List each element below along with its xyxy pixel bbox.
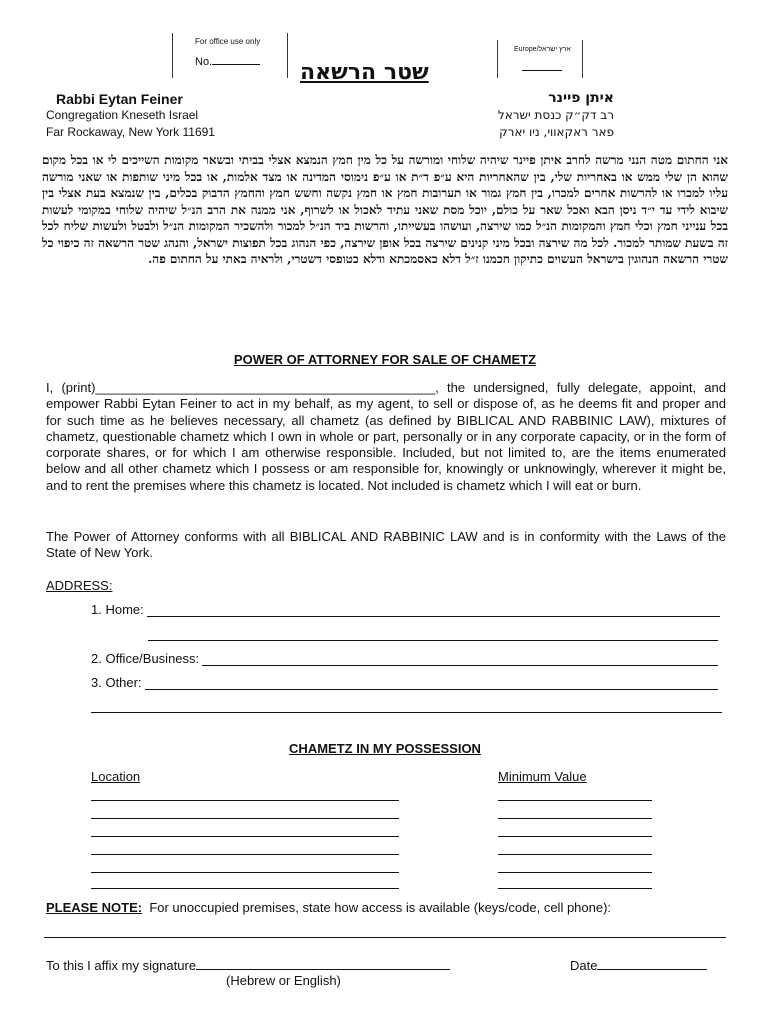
date-row [570, 957, 707, 973]
rabbi-name: Rabbi Eytan Feiner [56, 91, 183, 107]
other-address-field-line2[interactable] [91, 712, 722, 713]
signature-label: To this I affix my signature [46, 958, 197, 973]
home-address-field-line2[interactable] [148, 640, 718, 641]
location-field[interactable] [91, 854, 399, 855]
signature-divider [44, 937, 726, 938]
other-address-row [91, 675, 718, 690]
min-value-field[interactable] [498, 836, 652, 837]
region-field[interactable] [522, 70, 562, 71]
home-address-label: 1. Home: [91, 602, 144, 617]
office-address-field[interactable] [202, 653, 718, 666]
please-note-label: PLEASE NOTE: [46, 900, 143, 915]
location-header: Location [91, 769, 141, 784]
location-field[interactable] [91, 836, 399, 837]
min-value-header: Minimum Value [498, 769, 587, 784]
rabbi-location: Far Rockaway, New York 11691 [46, 125, 215, 139]
min-value-field[interactable] [498, 872, 652, 873]
location-field[interactable] [91, 888, 399, 889]
other-address-label: 3. Other: [91, 675, 142, 690]
home-address-row [91, 602, 720, 617]
office-number-field[interactable] [195, 54, 260, 68]
date-label: Date [570, 958, 598, 973]
poa-conformity-paragraph: The Power of Attorney conforms with all BIBLICAL AND RABBINIC LAW and is in conformity with the Laws of the State of New York. [46, 529, 726, 561]
office-use-box [172, 33, 288, 78]
poa-title: POWER OF ATTORNEY FOR SALE OF CHAMETZ [233, 352, 537, 367]
office-address-row [91, 651, 718, 666]
location-field[interactable] [91, 800, 399, 801]
rabbi-congregation-hebrew: רב דק״ק כנסת ישראל [497, 108, 614, 122]
address-label: ADDRESS: [46, 578, 113, 593]
please-note [46, 900, 611, 915]
signature-field[interactable] [196, 957, 450, 970]
location-field[interactable] [91, 818, 399, 819]
office-use-label: For office use only [195, 37, 261, 46]
region-box [497, 40, 583, 78]
rabbi-congregation: Congregation Kneseth Israel [46, 108, 199, 122]
please-note-text: For unoccupied premises, state how access is available (keys/code, cell phone): [149, 900, 612, 915]
date-field[interactable] [597, 957, 707, 970]
signature-sublabel: (Hebrew or English) [226, 973, 341, 988]
hebrew-authorization-paragraph: אני החתום מטה הנני מרשה לחרב איתן פיינר שיהיה שלוחי ומורשה על כל מין חמץ הנמצא אצלי בביתי ובשאר מקומות השייכים לי או בכל מקום שהוא הן שלי ממש או באחריות שלי, בין שהאחריות היא ע״פ ד״ת או ע״פ נימוסי המדינה או מצד אלמות, או בכל מיני שותפות או שאני מורשה עליו למכרו או להרשות אחרים למכרו, בין חמץ גמור או תערובות חמץ או חמץ נקשה וחשש חמץ והחמץ הדבוק בכלים, בין שנמצא בעת אצלי בין שיבוא לידי עד י״ד ניסן הבא ואכל שאר על כולם, יוכל מסת שאני עתיד לאכול או לשרוף, אני ממנה את הרב הנ״ל שיהיה שלוחי במקומי לעשות בכל ענייני חמץ וכלי חמץ והמקומות הנ״ל כמו שירצה, ועושהו בעשייתו, והרשות ביד הנ״ל למכור ולהשכיר המקומות הנ״ל ולבטל ולעשות שליח לכל זה בשעת שמותר למכור. לכל מה שירצה ובכל מיני קנינים שירצה בכל אופן שירצה, כפי הנהוג בכל תפוצות ישראל, והנהג שטר הרשאה זה כיפוי כל שטרי הרשאה הנהוגין בישראל העשוים כתיקון חכמנו ז״ל דלא כאסמכתא ודלא כטופסי דשטרי, ולראיה באתי על החתום פה. [42, 153, 728, 266]
other-address-field[interactable] [145, 677, 718, 690]
office-number-label: No. [195, 56, 213, 68]
office-address-label: 2. Office/Business: [91, 651, 200, 666]
region-label: Europe/ארץ ישראל [514, 46, 571, 53]
min-value-field[interactable] [498, 818, 652, 819]
min-value-field[interactable] [498, 854, 652, 855]
home-address-field[interactable] [147, 604, 720, 617]
min-value-field[interactable] [498, 888, 652, 889]
rabbi-name-hebrew: איתן פיינר [548, 90, 614, 106]
location-field[interactable] [91, 872, 399, 873]
hebrew-title: שטר הרשאה [300, 60, 429, 85]
chametz-title: CHAMETZ IN MY POSSESSION [289, 741, 481, 756]
signature-row [46, 957, 450, 973]
min-value-field[interactable] [498, 800, 652, 801]
rabbi-location-hebrew: פאר ראקאווי, ניו יארק [499, 125, 614, 139]
poa-body-paragraph: I, (print)_______________________________________________, the undersigned, fully delegate, appoint, and empower Rabbi Eytan Feiner to act in my behalf, as my agent, to sell or dispose of, as he deems fit and proper and for such time as he believes necessary, all chametz (as defined by BIBLICAL AND RABBINIC LAW), mixtures of chametz, questionable chametz which I own in whole or part, personally or in any corporate capacity, or in the form of corporate shares, or for which I am otherwise responsible. Included, but not limited to, are the items enumerated below and all other chametz which I possess or am responsible for, knowingly or unknowingly, wherever it might be, and to rent the premises where this chametz is located. Not included is chametz which I will eat or burn. [46, 380, 726, 493]
